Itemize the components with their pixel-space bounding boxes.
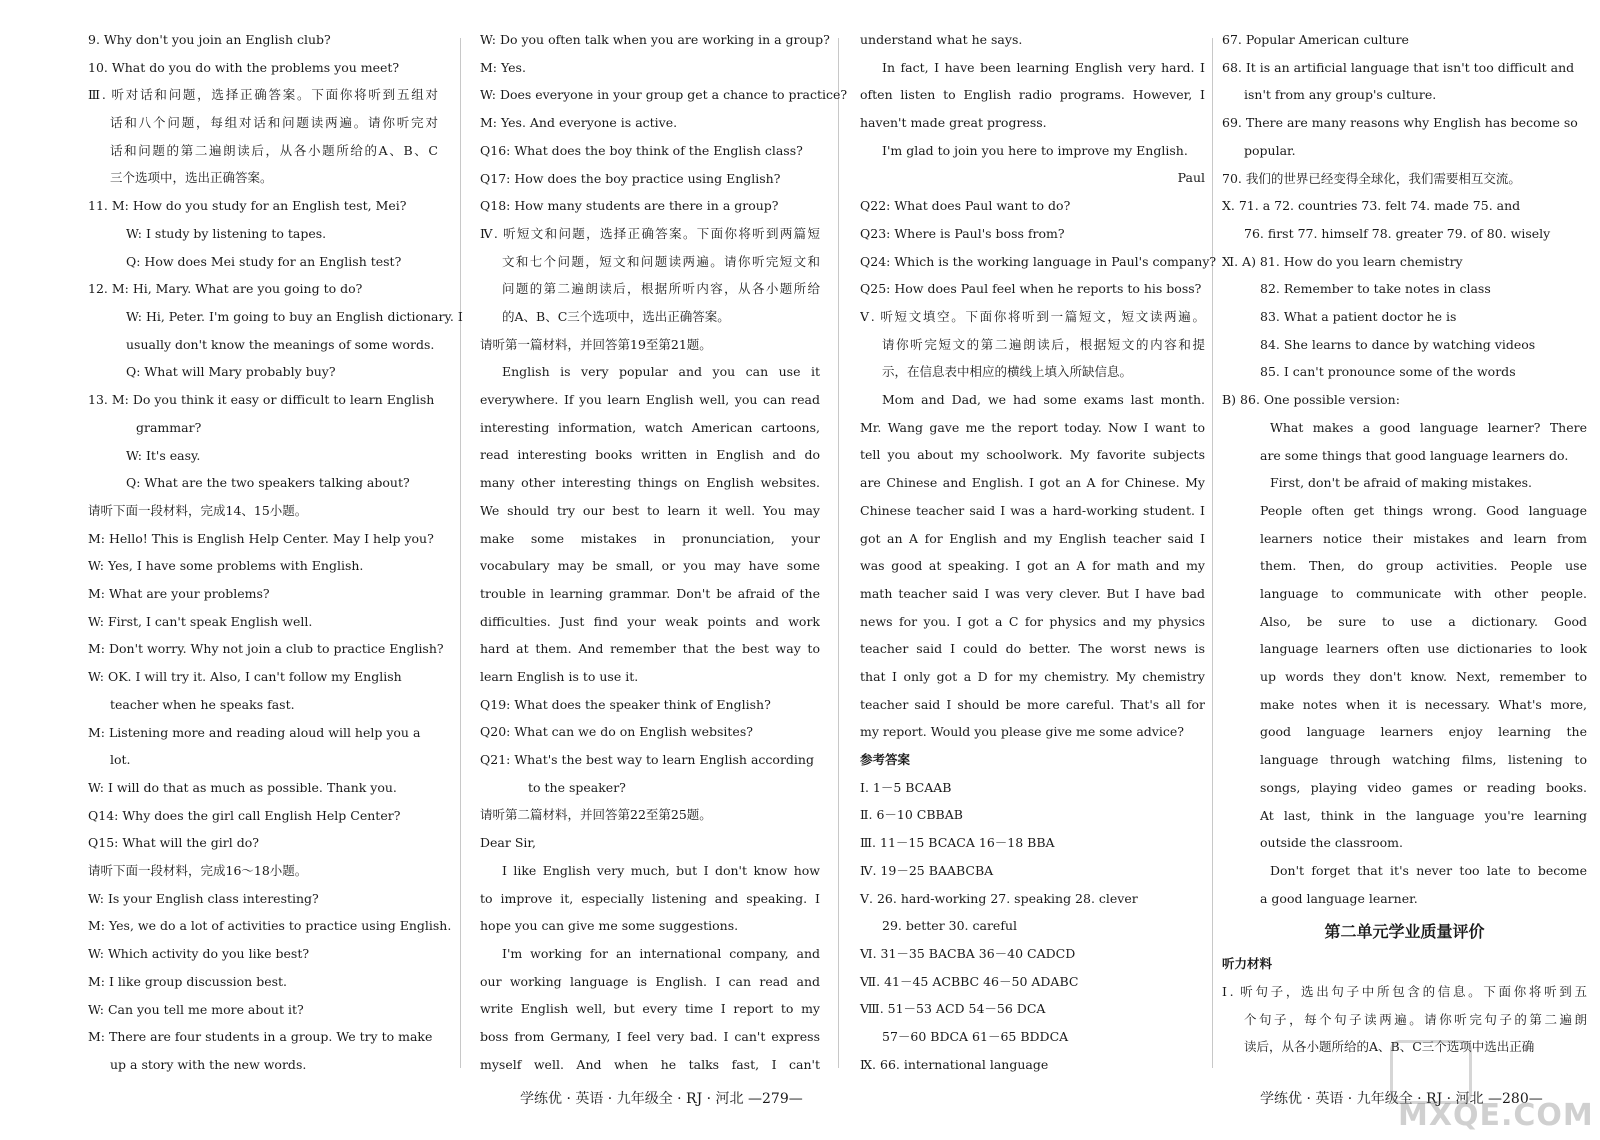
text-line: 10. What do you do with the problems you meet? bbox=[88, 59, 400, 75]
text-line: W: Does everyone in your group get a chance to practice? bbox=[480, 87, 848, 103]
answer-line: Ⅱ. 6－10 CBBAB bbox=[860, 807, 963, 823]
text-line: 13. M: Do you think it easy or difficult to learn English bbox=[88, 392, 435, 408]
answer-line: 76. first 77. himself 78. greater 79. of 80. wisely bbox=[1244, 225, 1551, 241]
text-line: 11. M: How do you study for an English test, Mei? bbox=[88, 198, 407, 214]
text-line: W: Do you often talk when you are working in a group? bbox=[480, 32, 830, 47]
text-line: W: First, I can't speak English well. bbox=[88, 613, 313, 629]
passage-line: tell you about my schoolwork. My favorite subjects bbox=[860, 447, 1205, 463]
instruction-line: 请听下面一段材料，完成14、15小题。 bbox=[88, 502, 308, 518]
text-line: Q16: What does the boy think of the English class? bbox=[480, 142, 803, 158]
column-3 bbox=[860, 26, 1217, 1078]
passage-line: math teacher said I was very clever. But I have bad bbox=[860, 585, 1205, 601]
answer-line: Ⅹ. 71. a 72. countries 73. felt 74. made 75. and bbox=[1222, 198, 1521, 214]
passage-line: make some mistakes in pronunciation, your bbox=[480, 530, 820, 546]
passage-line: English is very popular and you can use it bbox=[502, 364, 820, 380]
answer-line: B) 86. One possible version: bbox=[1222, 392, 1400, 408]
essay-line: Don't forget that it's never too late to become bbox=[1270, 862, 1587, 878]
essay-line: good language learners enjoy learning the bbox=[1260, 724, 1587, 740]
text-line: M: Yes, we do a lot of activities to practice using English. bbox=[88, 918, 452, 934]
instruction-line: 请听第二篇材料，并回答第22至第25题。 bbox=[480, 807, 712, 823]
text-line: usually don't know the meanings of some words. bbox=[126, 336, 435, 352]
text-line: Q24: Which is the working language in Paul's company? bbox=[860, 253, 1217, 269]
listening-material-label: 听力材料 bbox=[1222, 956, 1273, 972]
passage-line: interesting information, watch American cartoons, bbox=[480, 419, 820, 435]
passage-line: vocabulary may be small, or you may have some bbox=[480, 558, 820, 574]
passage-line: everywhere. If you learn English well, you can read bbox=[480, 392, 820, 408]
text-line: W: I study by listening to tapes. bbox=[126, 225, 327, 241]
column-divider bbox=[460, 38, 461, 1068]
section-heading: 的A、B、C三个选项中，选出正确答案。 bbox=[502, 308, 730, 324]
essay-line: up words they don't know. Next, remember to bbox=[1260, 669, 1587, 685]
section-heading: 话和问题的第二遍朗读后，从各小题所给的A、B、C bbox=[110, 142, 438, 158]
text-line: W: It's easy. bbox=[126, 447, 201, 463]
answer-line: 67. Popular American culture bbox=[1222, 32, 1409, 47]
essay-line: Also, be sure to use a dictionary. Good bbox=[1260, 613, 1587, 629]
text-line: 12. M: Hi, Mary. What are you going to do? bbox=[88, 281, 363, 297]
passage-line: We should try our best to learn it well. You may bbox=[480, 502, 820, 518]
text-line: M: Yes. bbox=[480, 59, 526, 75]
answer-line: Ⅶ. 41－45 ACBBC 46－50 ADABC bbox=[860, 973, 1079, 989]
text-line: Q18: How many students are there in a group? bbox=[480, 198, 779, 214]
text-line: W: Is your English class interesting? bbox=[88, 890, 319, 906]
answer-line: Ⅰ. 1－5 BCAAB bbox=[860, 779, 952, 795]
essay-line: What makes a good language learner? There bbox=[1270, 419, 1587, 435]
instruction-line: 请听下面一段材料，完成16～18小题。 bbox=[88, 863, 308, 879]
passage-line: are Chinese and English. I got an A for Chinese. My bbox=[860, 475, 1205, 491]
column-2 bbox=[480, 26, 848, 1078]
section-heading: Ⅰ. 听句子，选出句子中所包含的信息。下面你将听到五 bbox=[1222, 983, 1587, 999]
signature: Paul bbox=[1177, 170, 1205, 186]
passage-line: news for you. I got a C for physics and my physics bbox=[860, 613, 1205, 629]
passage-line: boss from Germany, I feel very bad. I can't express bbox=[480, 1029, 820, 1045]
text-line: M: What are your problems? bbox=[88, 586, 270, 602]
text-line: Q14: Why does the girl call English Help Center? bbox=[88, 807, 401, 823]
column-1 bbox=[88, 26, 463, 1079]
text-line: Q25: How does Paul feel when he reports to his boss? bbox=[860, 281, 1202, 297]
text-line: grammar? bbox=[136, 419, 202, 435]
essay-line: At last, think in the language you're learning bbox=[1260, 807, 1587, 823]
answer-line: 29. better 30. careful bbox=[882, 918, 1017, 934]
answer-line: 85. I can't pronounce some of the words bbox=[1260, 364, 1516, 380]
answer-line: 82. Remember to take notes in class bbox=[1260, 281, 1491, 297]
passage-line: teacher said I should be more careful. That's all for bbox=[860, 696, 1205, 712]
text-line: M: Don't worry. Why not join a club to practice English? bbox=[88, 641, 444, 657]
section-heading: 问题的第二遍朗读后，根据所听内容，从各小题所给 bbox=[502, 281, 820, 297]
passage-line: learn English is to use it. bbox=[480, 668, 639, 684]
text-line: M: Listening more and reading aloud will help you a bbox=[88, 724, 421, 740]
section-heading: 示，在信息表中相应的横线上填入所缺信息。 bbox=[882, 364, 1133, 380]
text-line: Q21: What's the best way to learn English according bbox=[480, 752, 814, 768]
passage-line: got an A for English and my English teacher said I bbox=[860, 530, 1205, 546]
passage-line: Mr. Wang gave me the report today. Now I want to bbox=[860, 419, 1205, 435]
instruction-line: 请听第一篇材料，并回答第19至第21题。 bbox=[480, 336, 712, 352]
essay-line: People often get things wrong. Good language bbox=[1260, 502, 1587, 518]
essay-line: learners notice their mistakes and learn from bbox=[1260, 530, 1587, 546]
page-footer-279: 学练优 · 英语 · 九年级全 · RJ · 河北 —279— bbox=[520, 1091, 803, 1107]
passage-line: haven't made great progress. bbox=[860, 115, 1047, 131]
text-line: W: OK. I will try it. Also, I can't follow my English bbox=[88, 669, 402, 685]
passage-line: myself well. And when he talks fast, I can't bbox=[480, 1056, 820, 1072]
answer-line: 68. It is an artificial language that isn't too difficult and bbox=[1222, 59, 1575, 75]
passage-line: hope you can give me some suggestions. bbox=[480, 918, 739, 934]
text-line: up a story with the new words. bbox=[110, 1056, 307, 1072]
column-divider bbox=[838, 38, 839, 1068]
text-line: W: I will do that as much as possible. Thank you. bbox=[88, 779, 397, 795]
essay-line: songs, playing video games or reading books. bbox=[1260, 779, 1587, 795]
text-line: Q20: What can we do on English websites? bbox=[480, 724, 753, 740]
text-line: lot. bbox=[110, 752, 131, 768]
essay-line: them. Then, do group activities. People use bbox=[1260, 558, 1587, 574]
answer-line: 69. There are many reasons why English has become so bbox=[1222, 115, 1578, 131]
answer-line: 57－60 BDCA 61－65 BDDCA bbox=[882, 1029, 1069, 1045]
answer-line: Ⅵ. 31－35 BACBA 36－40 CADCD bbox=[860, 945, 1076, 961]
passage-line: read interesting books written in English and do bbox=[480, 447, 820, 463]
passage-line: difficulties. Just find your weak points and work bbox=[480, 613, 820, 629]
text-line: Q19: What does the speaker think of English? bbox=[480, 696, 771, 712]
text-line: Dear Sir, bbox=[480, 835, 536, 851]
text-line: W: Can you tell me more about it? bbox=[88, 1001, 304, 1017]
section-heading: Ⅲ. 听对话和问题，选择正确答案。下面你将听到五组对 bbox=[88, 87, 438, 103]
answer-line: 83. What a patient doctor he is bbox=[1260, 309, 1457, 325]
passage-line: was good at speaking. I got an A for math and my bbox=[860, 558, 1205, 574]
section-heading: 话和八个问题，每组对话和问题读两遍。请你听完对 bbox=[110, 115, 438, 131]
essay-line: language to communicate with other people. bbox=[1260, 586, 1587, 601]
passage-line: I'm working for an international company, and bbox=[502, 945, 820, 961]
section-heading: 请你听完短文的第二遍朗读后，根据短文的内容和提 bbox=[882, 336, 1205, 352]
answer-line: isn't from any group's culture. bbox=[1244, 87, 1437, 103]
watermark-text: MXQE.COM bbox=[1398, 1098, 1594, 1133]
section-heading: 文和七个问题，短文和问题读两遍。请你听完短文和 bbox=[502, 253, 820, 269]
passage-line: hard at them. And remember that the best way to bbox=[480, 641, 820, 657]
text-line: Q22: What does Paul want to do? bbox=[860, 198, 1071, 214]
text-line: 9. Why don't you join an English club? bbox=[88, 32, 331, 47]
text-line: W: Hi, Peter. I'm going to buy an English dictionary. I bbox=[126, 308, 463, 324]
passage-line: trouble in learning grammar. Don't be afraid of the bbox=[480, 585, 820, 601]
text-line: M: There are four students in a group. We try to make bbox=[88, 1029, 433, 1045]
passage-line: Mom and Dad, we had some exams last month. bbox=[882, 392, 1205, 408]
passage-line: to improve it, especially listening and speaking. I bbox=[480, 890, 820, 906]
text-line: Q17: How does the boy practice using English? bbox=[480, 170, 781, 186]
unit-title: 第二单元学业质量评价 bbox=[1324, 922, 1485, 942]
passage-line: our working language is English. I can read and bbox=[480, 973, 820, 989]
section-heading: Ⅳ. 听短文和问题，选择正确答案。下面你将听到两篇短 bbox=[480, 225, 820, 241]
section-heading: Ⅴ. 听短文填空。下面你将听到一篇短文，短文读两遍。 bbox=[860, 309, 1205, 324]
answer-line: 70. 我们的世界已经变得全球化，我们需要相互交流。 bbox=[1222, 170, 1521, 186]
passage-line: that I only got a D for my chemistry. My chemistry bbox=[860, 668, 1205, 684]
essay-line: outside the classroom. bbox=[1260, 835, 1403, 851]
essay-line: language through watching films, listening to bbox=[1260, 752, 1587, 768]
passage-line: Chinese teacher said I was a hard-working student. I bbox=[860, 502, 1205, 518]
passage-line: write English well, but every time I report to my bbox=[480, 1001, 820, 1017]
text-line: W: Yes, I have some problems with English. bbox=[88, 558, 364, 574]
watermark-logo-icon bbox=[1390, 1040, 1472, 1104]
text-line: Q23: Where is Paul's boss from? bbox=[860, 225, 1065, 241]
watermark bbox=[1390, 1040, 1594, 1136]
text-line: Q: What are the two speakers talking about? bbox=[126, 475, 410, 491]
essay-line: are some things that good language learners do. bbox=[1260, 447, 1569, 463]
answer-line: popular. bbox=[1244, 142, 1296, 158]
answer-line: Ⅲ. 11－15 BCACA 16－18 BBA bbox=[860, 835, 1055, 851]
passage-line: In fact, I have been learning English very hard. I bbox=[882, 59, 1205, 75]
essay-line: make notes when it is necessary. What's more, bbox=[1260, 696, 1587, 712]
text-line: teacher when he speaks fast. bbox=[110, 696, 295, 712]
text-line: Q: What will Mary probably buy? bbox=[126, 364, 336, 380]
text-line: Q15: What will the girl do? bbox=[88, 835, 259, 851]
text-line: M: Yes. And everyone is active. bbox=[480, 115, 678, 131]
essay-line: a good language learner. bbox=[1260, 890, 1418, 906]
answer-line: Ⅺ. A) 81. How do you learn chemistry bbox=[1222, 253, 1463, 269]
column-divider bbox=[1212, 38, 1213, 1068]
passage-line: I'm glad to join you here to improve my English. bbox=[882, 142, 1188, 158]
section-heading: 读后，从各小题所给的A、B、C三个选项中选出正确 bbox=[1244, 1039, 1535, 1055]
passage-line: understand what he says. bbox=[860, 32, 1023, 47]
essay-line: language learners often use dictionaries to look bbox=[1260, 641, 1587, 657]
essay-line: First, don't be afraid of making mistakes. bbox=[1270, 475, 1533, 491]
passage-line: many other interesting things on English websites. bbox=[480, 475, 820, 491]
answer-key-title: 参考答案 bbox=[860, 752, 911, 768]
passage-line: teacher said I could do better. The worst news is bbox=[860, 641, 1205, 657]
answer-line: Ⅳ. 19－25 BAABCBA bbox=[860, 862, 994, 878]
passage-line: often listen to English radio programs. However, I bbox=[860, 87, 1205, 103]
text-line: M: Hello! This is English Help Center. May I help you? bbox=[88, 530, 434, 546]
passage-line: I like English very much, but I don't know how bbox=[502, 862, 820, 878]
answer-line: Ⅸ. 66. international language bbox=[860, 1056, 1049, 1072]
answer-line: 84. She learns to dance by watching videos bbox=[1260, 336, 1536, 352]
section-heading: 三个选项中，选出正确答案。 bbox=[110, 170, 273, 186]
answer-line: Ⅷ. 51－53 ACD 54－56 DCA bbox=[860, 1001, 1046, 1017]
column-4 bbox=[1222, 26, 1587, 1061]
page-footer-280: 学练优 · 英语 · 九年级全 · RJ · 河北 —280— bbox=[1260, 1091, 1543, 1107]
passage-line: my report. Would you please give me some advice? bbox=[860, 724, 1184, 740]
text-line: Q: How does Mei study for an English test? bbox=[126, 253, 402, 269]
answer-line: Ⅴ. 26. hard-working 27. speaking 28. clever bbox=[860, 890, 1138, 906]
text-line: W: Which activity do you like best? bbox=[88, 946, 310, 962]
section-heading: 个句子，每个句子读两遍。请你听完句子的第二遍朗 bbox=[1244, 1011, 1587, 1027]
text-line: to the speaker? bbox=[528, 779, 626, 795]
text-line: M: I like group discussion best. bbox=[88, 973, 288, 989]
